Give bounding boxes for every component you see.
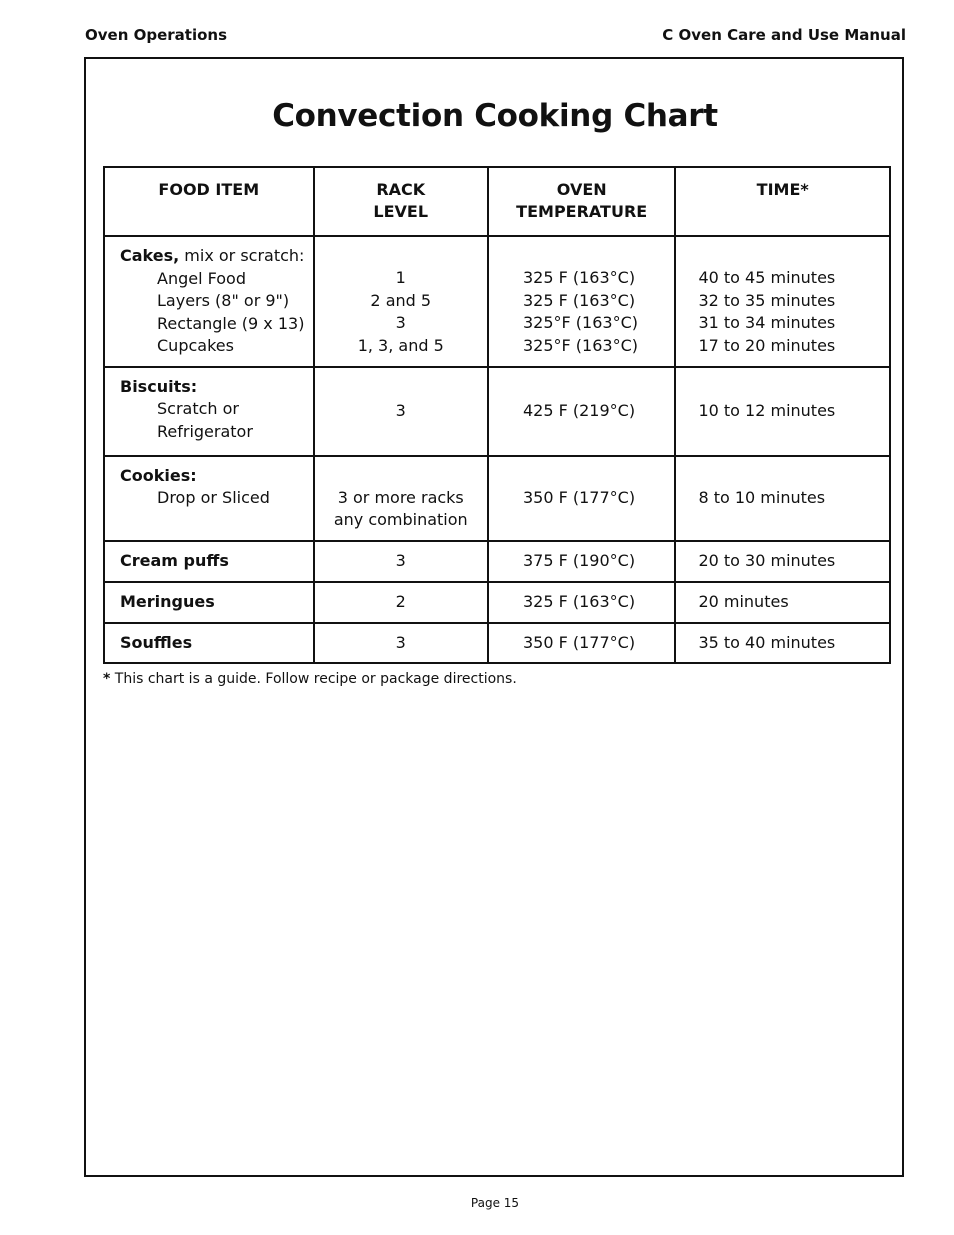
time-cell: 20 to 30 minutes — [675, 541, 890, 582]
time-value: 17 to 20 minutes — [698, 335, 836, 355]
cakes-category: Cakes, — [120, 246, 180, 265]
food-cell: Meringues — [104, 582, 314, 623]
cakes-temp-cell — [488, 236, 675, 367]
time-value: 10 to 12 minutes — [698, 400, 836, 420]
rack-cell: 3 — [314, 541, 488, 582]
cookies-rack-cell — [314, 456, 488, 541]
rack-value: 1, 3, and 5 — [357, 335, 444, 355]
cakes-food-cell — [104, 236, 314, 367]
footnote — [103, 671, 517, 687]
rack-value: 3 — [395, 400, 406, 420]
temp-value: 350 F (177°C) — [522, 487, 636, 507]
header-time: TIME* — [675, 167, 890, 236]
section-header: Oven Operations — [85, 26, 228, 44]
rack-value: 3 or more racks — [337, 487, 464, 507]
temp-cell: 350 F (177°C) — [488, 623, 675, 663]
page-title: Convection Cooking Chart — [272, 98, 718, 134]
cakes-time-cell — [675, 236, 890, 367]
biscuits-category: Biscuits: — [120, 376, 198, 396]
table-row — [104, 582, 890, 623]
table-row — [104, 541, 890, 582]
time-value: 32 to 35 minutes — [698, 290, 836, 310]
list-item: Rectangle (9 x 13) — [157, 313, 305, 333]
rack-value: 3 — [395, 313, 406, 332]
temp-value: 325 F (163°C) — [522, 268, 636, 287]
rack-value: 1 — [395, 268, 406, 287]
biscuits-temp-cell — [488, 367, 675, 456]
rack-value: any combination — [333, 510, 468, 529]
cookies-category: Cookies: — [120, 465, 197, 485]
food-cell: Cream puffs — [104, 541, 314, 582]
header-oven-temperature: OVEN TEMPERATURE — [488, 167, 675, 236]
header-food-item: FOOD ITEM — [104, 167, 314, 236]
time-value: 8 to 10 minutes — [698, 487, 826, 507]
table-row-biscuits — [104, 367, 890, 456]
manual-title-header: C Oven Care and Use Manual — [662, 26, 906, 44]
cooking-chart-table — [103, 166, 891, 664]
list-item: Drop or Sliced — [157, 488, 270, 507]
cakes-note: mix or scratch: — [179, 246, 305, 265]
time-value: 40 to 45 minutes — [698, 268, 836, 287]
table-header-row — [104, 167, 890, 236]
list-item: Layers (8" or 9") — [157, 291, 290, 310]
temp-cell: 375 F (190°C) — [488, 541, 675, 582]
rack-value: 2 and 5 — [370, 290, 432, 310]
biscuits-food-cell — [104, 367, 314, 456]
food-cell: Souffles — [104, 623, 314, 663]
list-item: Angel Food — [157, 268, 246, 288]
rack-cell: 2 — [314, 582, 488, 623]
biscuits-time-cell — [675, 367, 890, 456]
time-value: 31 to 34 minutes — [698, 313, 836, 332]
list-item: Refrigerator — [157, 421, 253, 441]
temp-value: 425 F (219°C) — [522, 400, 636, 420]
page-number: Page 15 — [470, 1196, 520, 1210]
list-item: Cupcakes — [157, 336, 234, 355]
temp-value: 325°F (163°C) — [522, 313, 638, 332]
temp-value: 325°F (163°C) — [522, 335, 638, 355]
footnote-marker: * — [103, 671, 111, 687]
rack-cell: 3 — [314, 623, 488, 663]
footnote-text: This chart is a guide. Follow recipe or package directions. — [110, 671, 517, 687]
time-cell: 35 to 40 minutes — [675, 623, 890, 663]
cookies-time-cell — [675, 456, 890, 541]
cakes-rack-cell — [314, 236, 488, 367]
table-row — [104, 623, 890, 663]
time-cell: 20 minutes — [675, 582, 890, 623]
header-rack-level: RACK LEVEL — [314, 167, 488, 236]
table-row-cookies — [104, 456, 890, 541]
list-item: Scratch or — [157, 399, 239, 418]
temp-value: 325 F (163°C) — [522, 290, 636, 310]
table-row-cakes — [104, 236, 890, 367]
cookies-food-cell — [104, 456, 314, 541]
cookies-temp-cell — [488, 456, 675, 541]
temp-cell: 325 F (163°C) — [488, 582, 675, 623]
biscuits-rack-cell — [314, 367, 488, 456]
